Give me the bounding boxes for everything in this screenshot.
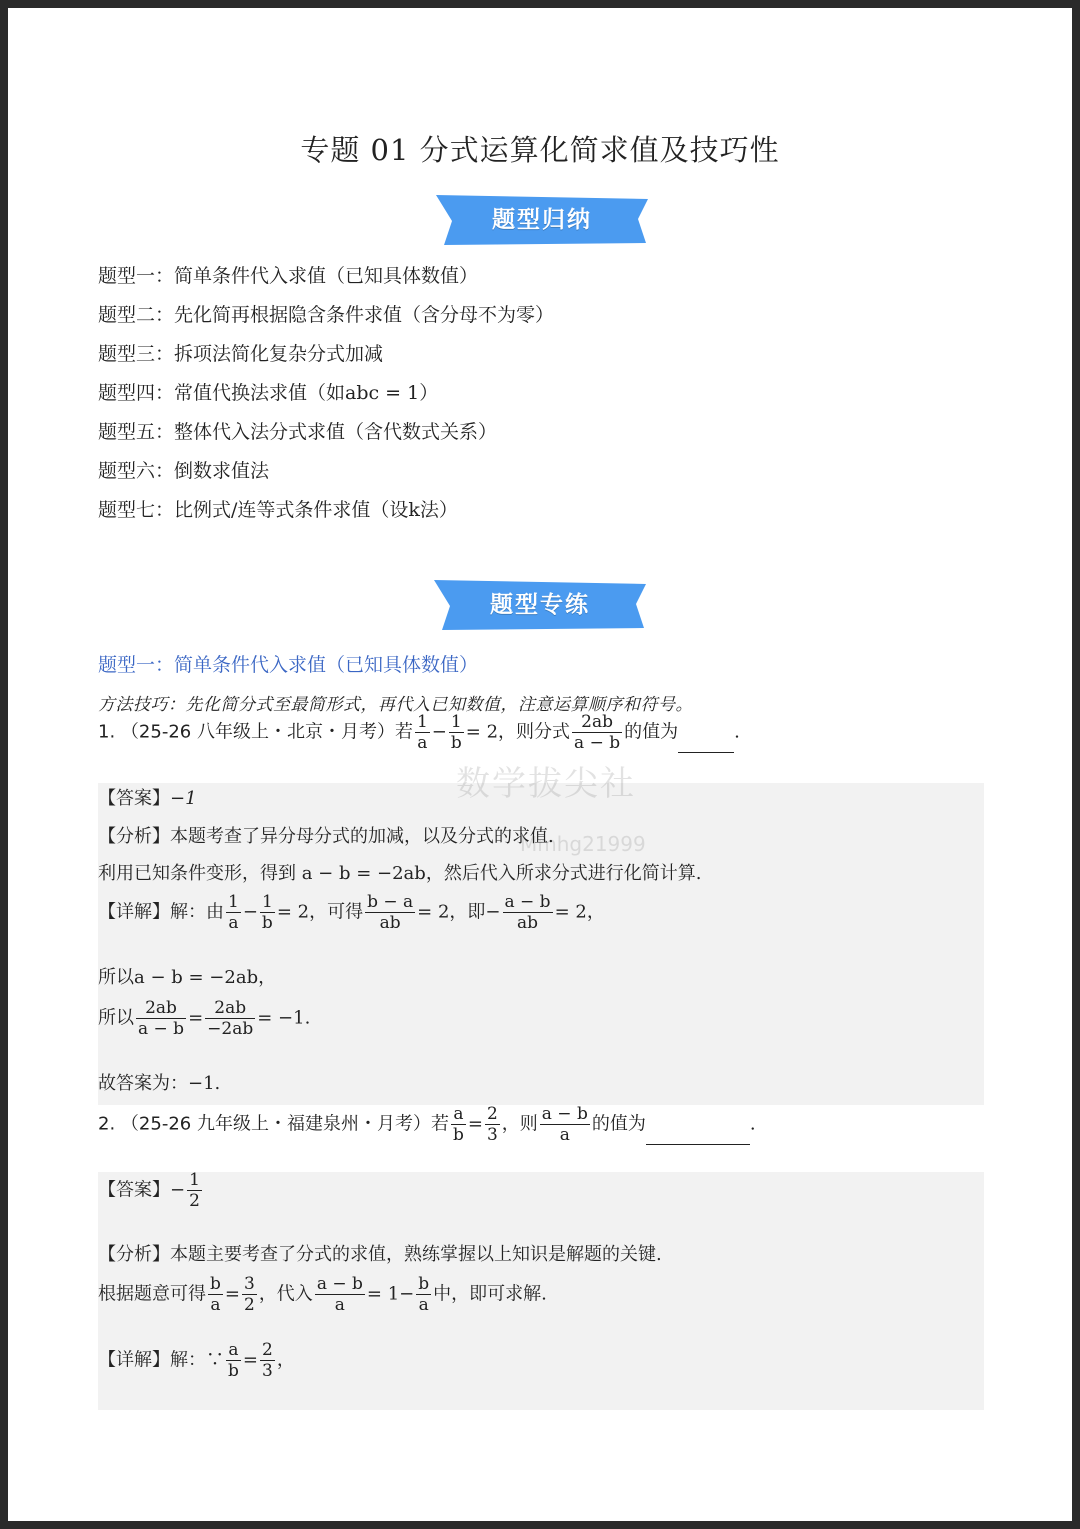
fraction: $\frac{a - b}{ab}$ xyxy=(504,892,551,933)
question-text: 的值为 xyxy=(591,1113,646,1135)
fraction: $\frac{1}{b}$ xyxy=(450,712,462,753)
question-number: 2. xyxy=(98,1113,116,1135)
type-item: 题型四：常值代换法求值（如abc = 1） xyxy=(98,382,439,404)
question-text: . xyxy=(749,1113,756,1135)
question-text: 若 xyxy=(394,721,413,743)
detail-text: = 2，即− xyxy=(417,901,501,923)
fraction: $\frac{a}{b}$ xyxy=(228,1340,239,1381)
detail-line: 所以a − b = −2ab， xyxy=(98,967,277,988)
detail-text: = xyxy=(242,1349,258,1371)
analysis-text: = 1− xyxy=(366,1283,415,1305)
analysis-text: 根据题意可得 xyxy=(98,1283,206,1305)
fraction: $\frac{3}{2}$ xyxy=(243,1274,255,1315)
fraction: $\frac{2}{3}$ xyxy=(486,1104,498,1145)
fraction: $\frac{a}{b}$ xyxy=(452,1104,464,1145)
detail-label: 【详解】解：由 xyxy=(98,901,224,923)
detail-text: − xyxy=(242,901,258,923)
detail-line xyxy=(98,1340,295,1381)
detail-text: 所以 xyxy=(98,1007,134,1029)
question-text: − xyxy=(431,721,447,743)
method-tip: 方法技巧：先化简分式至最简形式，再代入已知数值，注意运算顺序和符号。 xyxy=(98,695,693,715)
analysis-line xyxy=(98,1274,547,1315)
fraction: $\frac{1}{a}$ xyxy=(416,712,428,753)
answer-label: 【答案】 xyxy=(98,788,170,809)
question-text: 若 xyxy=(430,1113,449,1135)
answer-value: −1 xyxy=(170,788,197,809)
fraction: $\frac{a - b}{a}$ xyxy=(316,1274,363,1315)
question-source: （25-26 九年级上・福建泉州・月考） xyxy=(120,1113,431,1135)
detail-text: = 2，可得 xyxy=(276,901,364,923)
ribbon-label: 题型归纳 xyxy=(492,207,592,233)
type-item: 题型五：整体代入法分式求值（含代数式关系） xyxy=(98,421,498,443)
question-number: 1. xyxy=(98,721,116,743)
analysis-text: 中，即可求解. xyxy=(433,1283,547,1305)
fraction: $\frac{1}{b}$ xyxy=(261,892,273,933)
type-item: 题型七：比例式/连等式条件求值（设k法） xyxy=(98,499,458,521)
section-heading: 题型一：简单条件代入求值（已知具体数值） xyxy=(98,654,479,676)
question-1 xyxy=(98,712,740,753)
fraction: $\frac{2ab}{a - b}$ xyxy=(574,712,621,753)
analysis-text: ，代入 xyxy=(258,1283,313,1305)
analysis-line: 【分析】本题主要考查了分式的求值，熟练掌握以上知识是解题的关键. xyxy=(98,1244,662,1265)
type-item: 题型一：简单条件代入求值（已知具体数值） xyxy=(98,265,479,287)
question-text: ，则 xyxy=(501,1113,538,1135)
fraction: $\frac{b}{a}$ xyxy=(418,1274,430,1315)
answer-line xyxy=(98,1170,204,1211)
watermark-sub: Mmhg21999 xyxy=(520,832,646,856)
detail-text: ， xyxy=(276,1349,295,1371)
analysis-text: = xyxy=(224,1283,240,1305)
fraction: $\frac{b - a}{ab}$ xyxy=(367,892,414,933)
answer-line xyxy=(98,784,197,810)
question-text: 的值为 xyxy=(624,721,679,743)
section-ribbon-summary xyxy=(432,193,652,247)
type-item: 题型六：倒数求值法 xyxy=(98,460,270,482)
analysis-line: 【分析】本题考查了异分母分式的加减，以及分式的求值. xyxy=(98,826,554,847)
section-ribbon-practice xyxy=(430,578,650,632)
watermark: 数学拔尖社 xyxy=(456,764,636,804)
type-list xyxy=(98,262,554,535)
answer-blank xyxy=(646,1122,750,1145)
type-item: 题型二：先化简再根据隐含条件求值（含分母不为零） xyxy=(98,304,555,326)
question-2 xyxy=(98,1104,756,1145)
type-item: 题型三：拆项法简化复杂分式加减 xyxy=(98,343,384,365)
fraction: $\frac{1}{a}$ xyxy=(228,892,239,933)
question-text: = xyxy=(467,1113,483,1135)
analysis-line: 利用已知条件变形，得到 a − b = −2ab，然后代入所求分式进行化简计算. xyxy=(98,863,702,884)
answer-blank xyxy=(678,730,734,753)
detail-label: 【详解】解：∵ xyxy=(98,1349,224,1371)
detail-text: = −1. xyxy=(257,1007,311,1029)
final-answer-line: 故答案为：−1. xyxy=(98,1073,221,1094)
answer-label: 【答案】− xyxy=(98,1179,186,1201)
question-source: （25-26 八年级上・北京・月考） xyxy=(120,721,395,743)
fraction: $\frac{1}{2}$ xyxy=(189,1170,200,1211)
fraction: $\frac{2ab}{a - b}$ xyxy=(138,998,185,1039)
detail-text: = 2， xyxy=(554,901,605,923)
fraction: $\frac{2}{3}$ xyxy=(261,1340,273,1381)
question-text: = 2，则分式 xyxy=(465,721,571,743)
fraction: $\frac{b}{a}$ xyxy=(210,1274,221,1315)
ribbon-label: 题型专练 xyxy=(490,592,590,618)
question-text: . xyxy=(734,721,740,743)
detail-text: = xyxy=(188,1007,204,1029)
fraction: $\frac{a - b}{a}$ xyxy=(541,1104,588,1145)
fraction: $\frac{2ab}{-2ab}$ xyxy=(207,998,254,1039)
page-title: 专题 01 分式运算化简求值及技巧性 xyxy=(300,133,780,167)
detail-line xyxy=(98,892,605,933)
detail-line xyxy=(98,998,310,1039)
